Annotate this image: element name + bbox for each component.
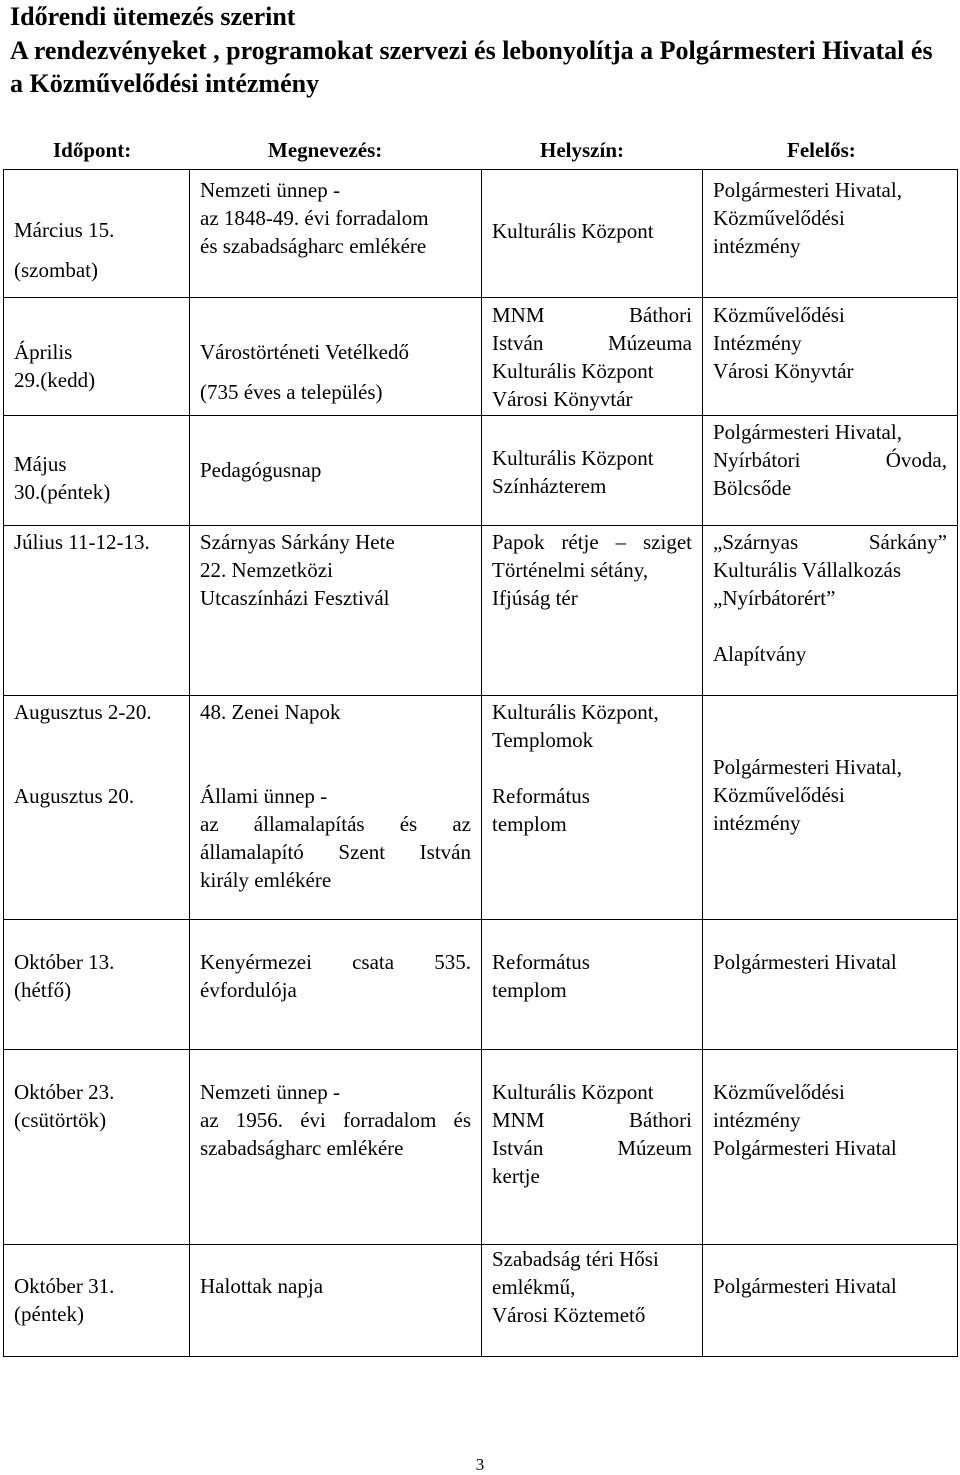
name-text: szabadságharc emlékére (200, 1136, 404, 1160)
responsible-cell (703, 170, 958, 298)
responsible-text: intézmény (713, 811, 801, 835)
responsible-cell (703, 1050, 958, 1245)
place-cell (482, 1050, 703, 1245)
date-text: Augusztus 20. (14, 784, 135, 808)
responsible-text: „Szárnyas Sárkány” (713, 530, 947, 554)
name-text: az államalapítás és az (200, 812, 471, 836)
header-responsible: Felelős: (787, 138, 856, 162)
place-text: Református (492, 950, 590, 974)
date-text: Október 13. (14, 950, 115, 974)
place-text: Kulturális Központ (492, 359, 654, 383)
name-text: Nemzeti ünnep - (200, 178, 340, 202)
place-text: Ifjúság tér (492, 586, 578, 610)
place-text: István Múzeuma (492, 331, 692, 355)
place-cell (482, 298, 703, 416)
place-text: templom (492, 812, 567, 836)
name-text: Utcaszínházi Fesztivál (200, 586, 390, 610)
responsible-cell (703, 1245, 958, 1357)
place-text: Színházterem (492, 474, 607, 498)
name-text: évfordulója (200, 978, 297, 1002)
date-text: (péntek) (14, 1302, 84, 1326)
responsible-text: Polgármesteri Hivatal, (713, 755, 902, 779)
page-number: 3 (475, 1455, 485, 1474)
place-text: Szabadság téri Hősi (492, 1247, 659, 1271)
name-text: Halottak napja (200, 1274, 324, 1298)
responsible-text: intézmény (713, 1108, 801, 1132)
place-text: Kulturális Központ (492, 446, 654, 470)
page-title: Időrendi ütemezés szerint (10, 2, 296, 31)
name-text: Kenyérmezei csata 535. (200, 950, 471, 974)
responsible-text: Közművelődési (713, 303, 845, 327)
date-cell (4, 416, 190, 526)
place-cell (482, 1245, 703, 1357)
name-cell (190, 920, 482, 1050)
responsible-text: Polgármesteri Hivatal, (713, 420, 902, 444)
date-text: Október 31. (14, 1274, 115, 1298)
responsible-text: Bölcsőde (713, 476, 792, 500)
place-text: Történelmi sétány, (492, 558, 649, 582)
responsible-text: Közművelődési (713, 783, 845, 807)
date-cell (4, 1050, 190, 1245)
responsible-text: Polgármesteri Hivatal (713, 950, 897, 974)
name-text: Pedagógusnap (200, 458, 322, 482)
name-text: király emlékére (200, 868, 332, 892)
responsible-text: Nyírbátori Óvoda, (713, 448, 947, 472)
table-row (4, 1245, 958, 1357)
date-cell (4, 170, 190, 298)
responsible-text: Polgármesteri Hivatal (713, 1136, 897, 1160)
place-text: Kulturális Központ (492, 219, 654, 243)
responsible-cell (703, 298, 958, 416)
responsible-cell (703, 920, 958, 1050)
date-text: (csütörtök) (14, 1108, 107, 1132)
date-cell (4, 696, 190, 920)
date-cell (4, 298, 190, 416)
place-cell (482, 696, 703, 920)
table-row (4, 920, 958, 1050)
place-text: kertje (492, 1164, 540, 1188)
name-cell (190, 170, 482, 298)
table-row (4, 416, 958, 526)
name-text: és szabadságharc emlékére (200, 234, 427, 258)
responsible-text: Polgármesteri Hivatal (713, 1274, 897, 1298)
responsible-cell (703, 696, 958, 920)
name-text: Várostörténeti Vetélkedő (200, 340, 409, 364)
name-cell (190, 416, 482, 526)
date-text: 29.(kedd) (14, 368, 96, 392)
responsible-text: Kulturális Vállalkozás (713, 558, 901, 582)
name-text: az 1956. évi forradalom és (200, 1108, 471, 1132)
responsible-text: Közművelődési (713, 206, 845, 230)
name-text: államalapító Szent István (200, 840, 471, 864)
responsible-text: Városi Könyvtár (713, 359, 854, 383)
table-row (4, 526, 958, 696)
place-text: templom (492, 978, 567, 1002)
place-text: Kulturális Központ (492, 1080, 654, 1104)
responsible-text: Közművelődési (713, 1080, 845, 1104)
table-row (4, 298, 958, 416)
date-cell (4, 1245, 190, 1357)
place-text: Református (492, 784, 590, 808)
date-text: Április (14, 340, 73, 364)
responsible-text: Polgármesteri Hivatal, (713, 178, 902, 202)
date-text: Október 23. (14, 1080, 115, 1104)
date-text: Augusztus 2-20. (14, 700, 152, 724)
place-text: Városi Köztemető (492, 1303, 646, 1327)
date-cell (4, 920, 190, 1050)
place-text: Kulturális Központ, (492, 700, 659, 724)
place-cell (482, 170, 703, 298)
name-text: az 1848-49. évi forradalom (200, 206, 429, 230)
responsible-cell (703, 526, 958, 696)
name-text: Állami ünnep - (200, 784, 328, 808)
place-text: Templomok (492, 728, 594, 752)
table-row (4, 696, 958, 920)
place-text: Papok rétje – sziget (492, 530, 692, 554)
name-cell (190, 298, 482, 416)
date-text: (szombat) (14, 258, 98, 282)
place-text: Városi Könyvtár (492, 387, 633, 411)
name-text: Nemzeti ünnep - (200, 1080, 340, 1104)
name-text: 22. Nemzetközi (200, 558, 333, 582)
responsible-text: Intézmény (713, 331, 802, 355)
header-date: Időpont: (53, 138, 132, 162)
header-place: Helyszín: (540, 138, 624, 162)
date-text: 30.(péntek) (14, 480, 111, 504)
place-cell (482, 920, 703, 1050)
name-text: Szárnyas Sárkány Hete (200, 530, 395, 554)
table-row (4, 1050, 958, 1245)
place-cell (482, 416, 703, 526)
date-text: Március 15. (14, 218, 115, 242)
name-cell (190, 526, 482, 696)
schedule-table (3, 169, 958, 1357)
responsible-text: Alapítvány (713, 642, 807, 666)
place-text: István Múzeum (492, 1136, 692, 1160)
responsible-text: intézmény (713, 234, 801, 258)
table-row (4, 170, 958, 298)
responsible-text: „Nyírbátorért” (713, 586, 836, 610)
name-cell (190, 1050, 482, 1245)
date-text: Május (14, 452, 67, 476)
place-text: MNM Báthori (492, 1108, 692, 1132)
name-text: 48. Zenei Napok (200, 700, 341, 724)
responsible-cell (703, 416, 958, 526)
date-text: (hétfő) (14, 978, 72, 1002)
name-cell (190, 1245, 482, 1357)
place-text: MNM Báthori (492, 303, 692, 327)
name-text: (735 éves a település) (200, 380, 383, 404)
name-cell (190, 696, 482, 920)
header-name: Megnevezés: (268, 138, 383, 162)
page-subtitle: A rendezvényeket , programokat szervezi és lebonyolítja a Polgármesteri Hivatal és a Közművelődési intézmény (10, 36, 933, 98)
place-text: emlékmű, (492, 1275, 576, 1299)
place-cell (482, 526, 703, 696)
date-cell (4, 526, 190, 696)
date-text: Július 11-12-13. (14, 530, 150, 554)
